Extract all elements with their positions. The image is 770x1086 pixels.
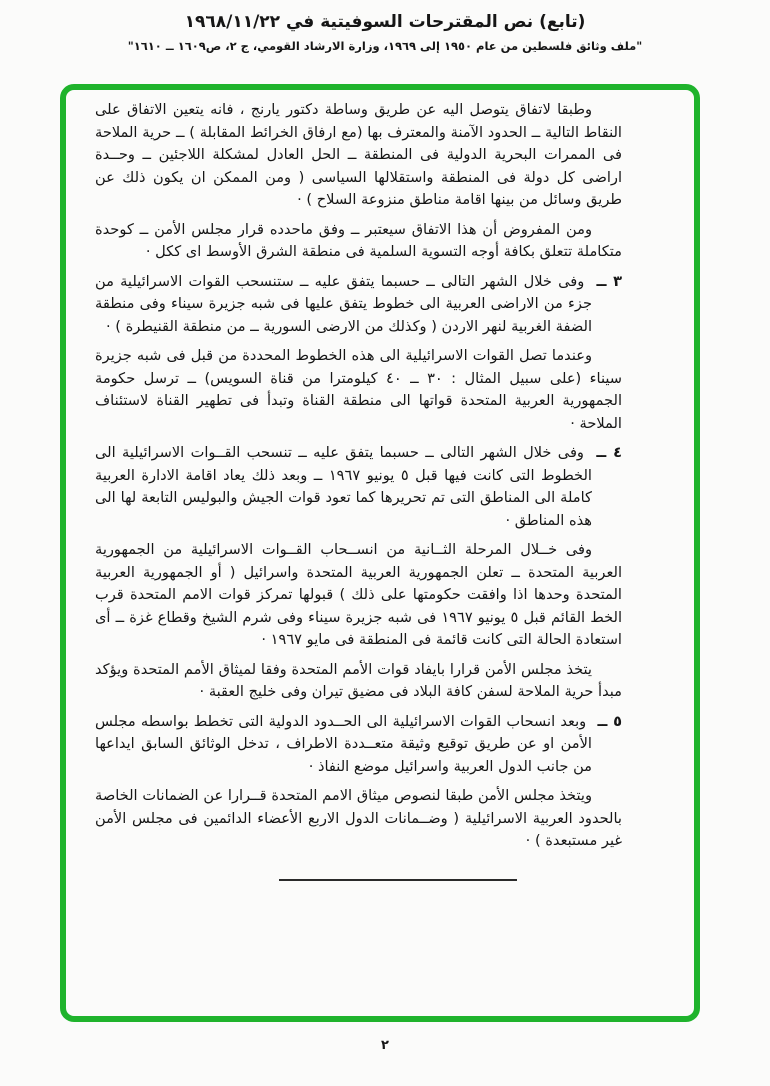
paragraph-agreement-unit: ومن المفروض أن هذا الاتفاق سيعتبر ــ وفق ماحدده قرار مجلس الأمن ــ كوحدة متكاملة تتعلق بكافة أوجه التسوية السلمية فى منطقة الشرق الأوسط اى ككل · [95,220,622,260]
item-number-5: ٥ ــ [597,712,623,730]
numbered-item-5 [95,711,622,779]
item-text-4: وفى خلال الشهر التالى ــ حسبما يتفق عليه ــ تنسحب القــوات الاسرائيلية الى الخطوط التى كانت فيها قبل ٥ يونيو ١٩٦٧ ــ وبعد ذلك يعاد اقامة الادارة العربية كاملة الى المناطق التى تم تحريرها كما تعود قوات الجيش والبوليس التابعة لها الى هذه المناطق · [95,444,592,529]
section-divider-rule [279,879,517,881]
page-number: ٢ [381,1038,389,1053]
source-citation: "ملف وثائق فلسطين من عام ١٩٥٠ إلى ١٩٦٩، وزارة الارشاد القومي، ج ٢، ص١٦٠٩ ــ ١٦١٠" [127,39,643,53]
page-title: (تابع) نص المقترحات السوفيتية في ١٩٦٨/١١/٢٢ [184,12,586,32]
paragraph-intro: وطبقا لاتفاق يتوصل اليه عن طريق وساطة دكتور يارنج ، فانه يتعين الاتفاق على النقاط التالية ــ الحدود الآمنة والمعترف بها (مع ارفاق الخرائط المقابلة ) ــ حرية الملاحة فى الممرات البحرية الدولية فى المنطقة ــ الحل العادل لمشكلة اللاجئين ــ وحــدة اراضى كل دولة فى المنطقة واستقلالها السياسى ( ومن الممكن ان يكون ذلك عن طريق وسائل من بينها اقامة مناطق منزوعة السلاح ) · [95,101,622,208]
numbered-item-4 [95,442,622,532]
item-text-3: وفى خلال الشهر التالى ــ حسبما يتفق عليه ــ ستنسحب القوات الاسرائيلية من جزء من الاراضى العربية الى خطوط يتفق عليها فى شبه جزيرة سيناء وفى منطقة الضفة الغربية لنهر الاردن ( وكذلك من الارضى السورية ــ من منطقة القنيطرة ) · [95,272,592,335]
document-body [95,99,622,881]
paragraph-guarantees: ويتخذ مجلس الأمن طبقا لنصوص ميثاق الامم المتحدة قــرارا عن الضمانات الخاصة بالحدود العربية الاسرائيلية ( وضــمانات الدول الاربع الأعضاء الدائمين فى مجلس الأمن غير مستبعدة ) · [95,787,622,849]
document-header [0,12,770,53]
paragraph-security-council-resolution: يتخذ مجلس الأمن قرارا بايفاد قوات الأمم المتحدة وفقا لميثاق الأمم المتحدة ويؤكد مبدأ حرية الملاحة لسفن كافة البلاد فى مضيق تيران وفى خليج العقبة · [95,660,622,700]
item-text-5: وبعد انسحاب القوات الاسرائيلية الى الحــدود الدولية التى تخطط بواسطه مجلس الأمن او عن طريق توقيع وثيقة متعــددة الاطراف ، تدخل الوثائق السابق ايداعها من جانب الدول العربية واسرائيل موضع النفاذ · [95,712,592,775]
numbered-item-3 [95,271,622,339]
item-number-3: ٣ ــ [596,272,622,290]
item-number-4: ٤ ــ [596,444,622,461]
paragraph-sinai-lines: وعندما تصل القوات الاسرائيلية الى هذه الخطوط المحددة من قبل فى شبه جزيرة سيناء (على سبيل المثال : ٣٠ ــ ٤٠ كيلومترا من قناة السويس) ــ ترسل حكومة الجمهورية العربية المتحدة قواتها الى منطقة القناة وتبدأ فى تطهير القناة لاستئناف الملاحة · [95,347,622,432]
paragraph-second-stage: وفى خــلال المرحلة الثــانية من انســحاب القــوات الاسرائيلية من الجمهورية العربية المتحدة ــ تعلن الجمهورية العربية المتحدة واسرائيل ( أو الجمهورية العربية المتحدة وحدها اذا وافقت حكومتها على ذلك ) قبولها تمركز قوات الامم المتحدة قرب الخط القائم قبل ٥ يونيو ١٩٦٧ فى شبه جزيرة سيناء وفى شرم الشيخ وقطاع غزة ــ أى استعادة الحالة التى كانت قائمة فى المنطقة فى مايو ١٩٦٧ · [95,541,622,648]
